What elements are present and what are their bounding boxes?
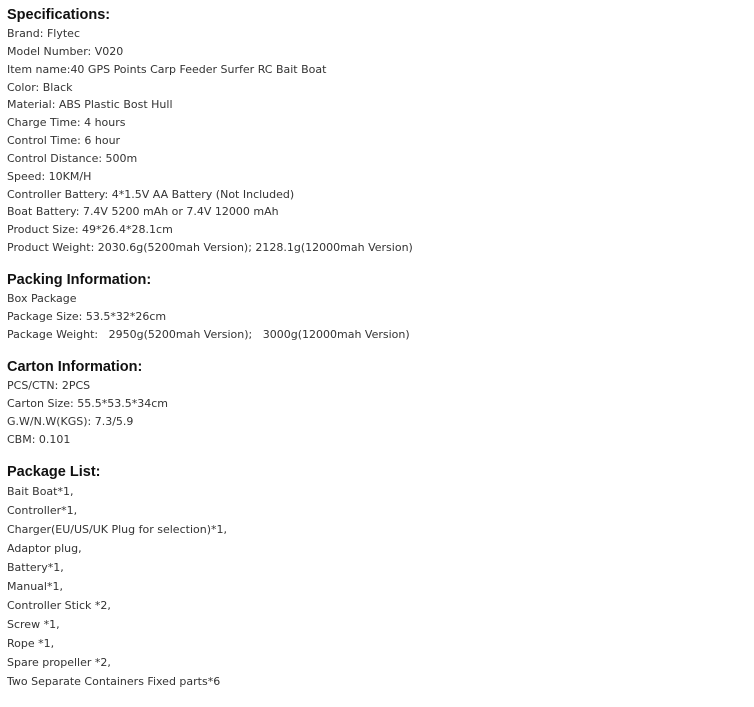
spec-brand: Brand: Flytec [7,27,80,40]
package-list-heading: Package List: [7,463,101,480]
package-item-battery: Battery*1, [7,560,64,574]
packing-information-heading: Packing Information: [7,271,152,288]
specifications-heading: Specifications: [7,7,111,23]
package-item-manual: Manual*1, [7,579,63,593]
package-item-containers-fixed-parts: Two Separate Containers Fixed parts*6 [7,674,221,688]
spec-model-number: Model Number: V020 [7,44,124,58]
specifications-section [7,5,747,257]
carton-information-section [7,357,747,449]
packing-box-package: Box Package [7,291,77,305]
spec-item-name: Item name:40 GPS Points Carp Feeder Surfer RC Bait Boat [7,62,327,76]
package-item-spare-propeller: Spare propeller *2, [7,655,111,669]
package-item-controller: Controller*1, [7,503,78,517]
spec-speed: Speed: 10KM/H [7,169,92,183]
package-item-adaptor-plug: Adaptor plug, [7,541,82,555]
packing-package-size: Package Size: 53.5*32*26cm [7,309,167,323]
package-item-charger: Charger(EU/US/UK Plug for selection)*1, [7,522,227,536]
spec-controller-battery: Controller Battery: 4*1.5V AA Battery (Not Included) [7,187,295,201]
spec-control-time: Control Time: 6 hour [7,134,121,148]
spec-color: Color: Black [7,80,73,94]
spec-boat-battery: Boat Battery: 7.4V 5200 mAh or 7.4V 12000 mAh [7,205,279,219]
package-list-section [7,462,747,691]
carton-gw-nw: G.W/N.W(KGS): 7.3/5.9 [7,414,134,428]
spec-material: Material: ABS Plastic Bost Hull [7,98,173,112]
carton-information-heading: Carton Information: [7,358,143,375]
spec-control-distance: Control Distance: 500m [7,151,138,165]
spec-product-size: Product Size: 49*26.4*28.1cm [7,223,173,237]
carton-size: Carton Size: 55.5*53.5*34cm [7,396,168,410]
spec-product-weight: Product Weight: 2030.6g(5200mah Version); 2128.1g(12000mah Version) [7,241,413,255]
package-item-bait-boat: Bait Boat*1, [7,484,74,498]
carton-cbm: CBM: 0.101 [7,432,71,446]
packing-package-weight: Package Weight: 2950g(5200mah Version); 3000g(12000mah Version) [7,327,410,341]
package-item-screw: Screw *1, [7,617,60,631]
carton-pcs-ctn: PCS/CTN: 2PCS [7,378,91,392]
packing-information-section [7,270,747,344]
product-description [7,5,747,691]
package-item-rope: Rope *1, [7,636,55,650]
spec-charge-time: Charge Time: 4 hours [7,116,126,130]
package-item-controller-stick: Controller Stick *2, [7,598,111,612]
